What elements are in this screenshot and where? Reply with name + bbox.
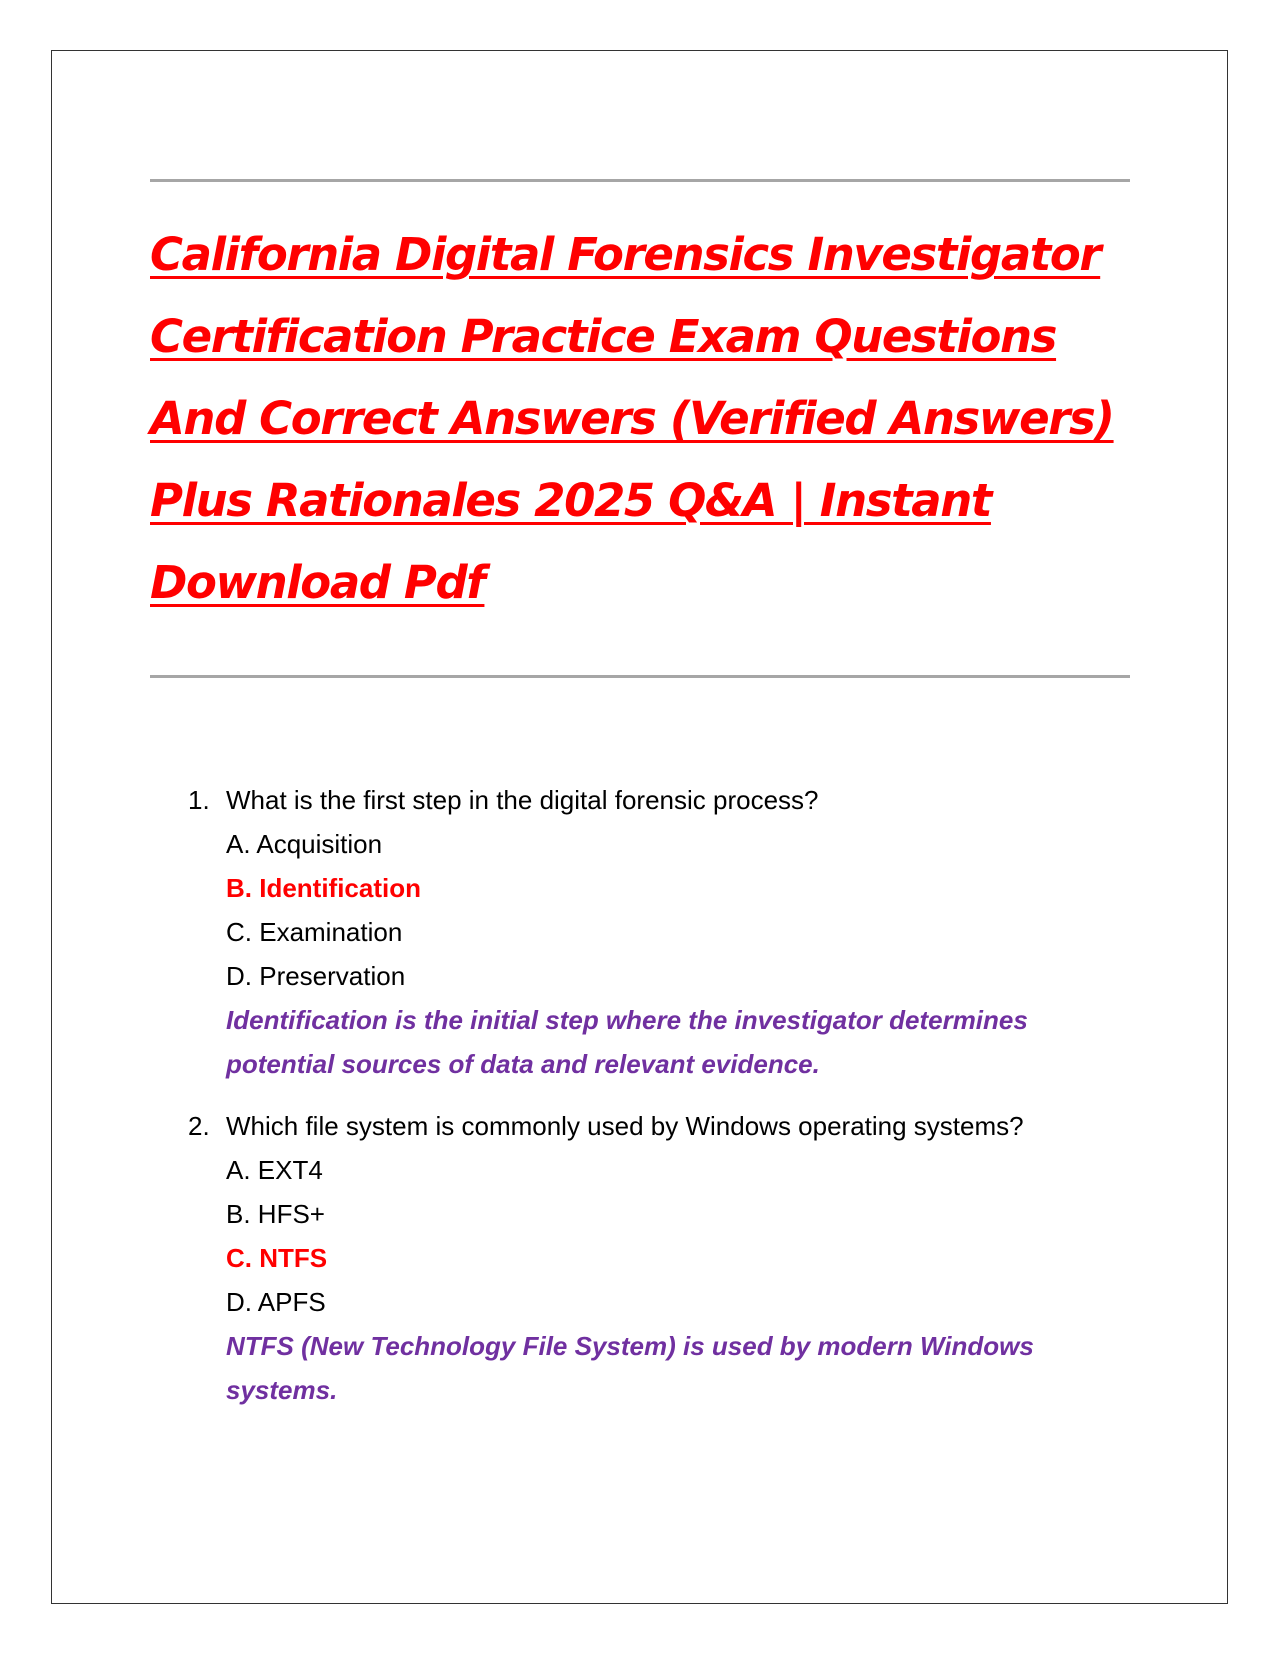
question-text: Which file system is commonly used by Windows operating systems? [226, 1111, 1024, 1141]
answer-option-d: D. Preservation [226, 961, 406, 991]
document-title: California Digital Forensics Investigator Certification Practice Exam Questions And Correct Answers (Verified Answers) Plus Rationales 2025 Q&A | Instant Download Pdf [150, 228, 1114, 609]
question-item [150, 778, 1130, 1086]
question-text: What is the first step in the digital forensic process? [226, 785, 819, 815]
question-number: 2. [188, 1111, 210, 1141]
answer-option-a: A. Acquisition [226, 829, 383, 859]
question-list [150, 778, 1130, 1430]
bottom-divider [150, 675, 1130, 678]
answer-option-c-correct: C. NTFS [226, 1243, 328, 1273]
top-divider [150, 179, 1130, 182]
answer-rationale: Identification is the initial step where the investigator determines potential sources of data and relevant evidence. [226, 1005, 1028, 1079]
answer-rationale: NTFS (New Technology File System) is used by modern Windows systems. [226, 1331, 1034, 1405]
question-number: 1. [188, 785, 210, 815]
question-item [150, 1104, 1130, 1412]
answer-option-c: C. Examination [226, 917, 403, 947]
answer-option-b-correct: B. Identification [226, 873, 421, 903]
answer-option-d: D. APFS [226, 1287, 326, 1317]
answer-option-b: B. HFS+ [226, 1199, 325, 1229]
answer-option-a: A. EXT4 [226, 1155, 323, 1185]
